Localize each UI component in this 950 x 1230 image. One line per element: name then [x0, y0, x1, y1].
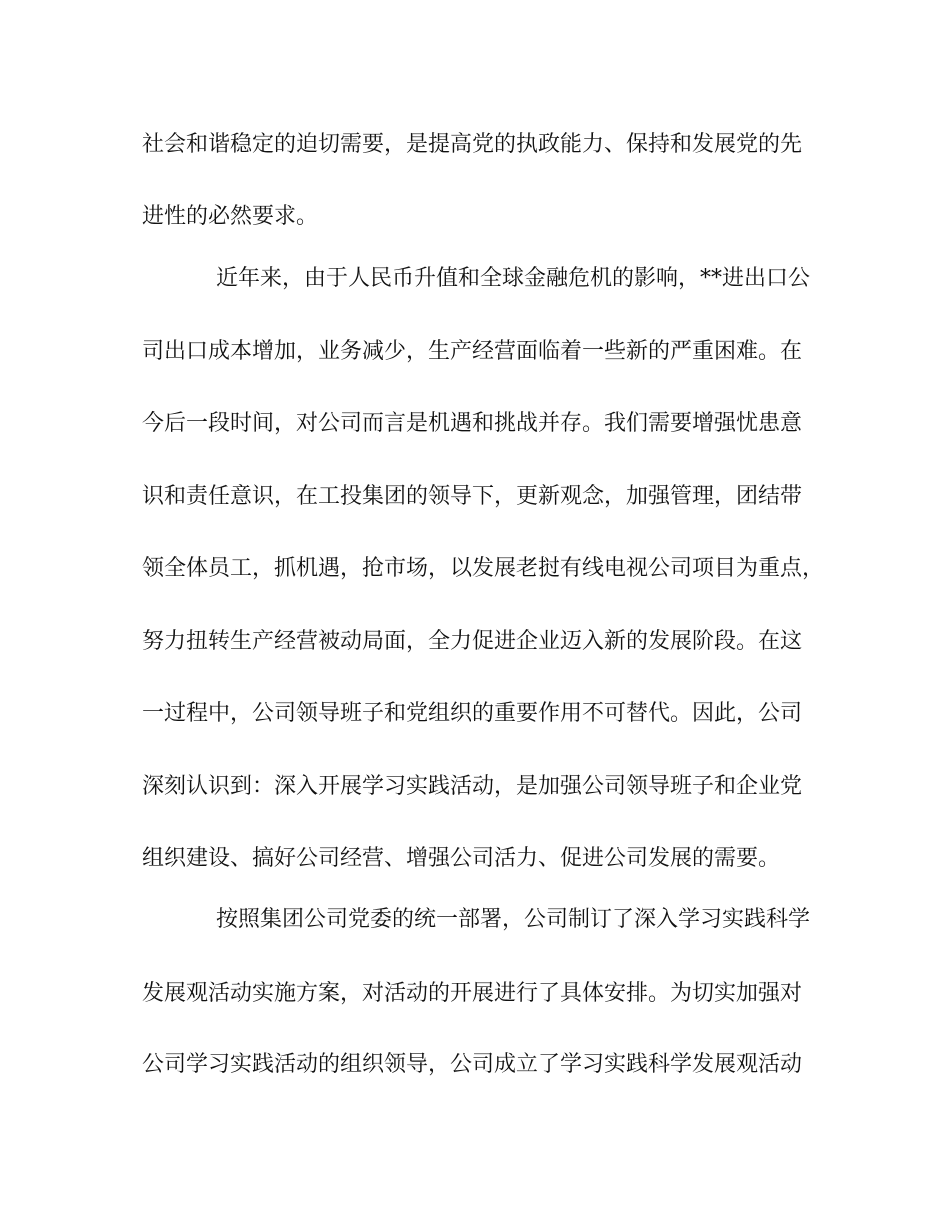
paragraph-start-line: 近年来，由于人民币升值和全球金融危机的影响，**进出口公	[216, 266, 811, 291]
text-line: 识和责任意识，在工投集团的领导下，更新观念，加强管理，团结带	[142, 484, 803, 509]
text-line: 司出口成本增加，业务减少，生产经营面临着一些新的严重困难。在	[142, 339, 803, 364]
text-line: 领全体员工，抓机遇，抢市场，以发展老挝有线电视公司项目为重点，	[142, 556, 825, 581]
text-line: 今后一段时间，对公司而言是机遇和挑战并存。我们需要增强忧患意	[142, 411, 803, 436]
text-line: 进性的必然要求。	[142, 204, 319, 229]
text-line: 公司学习实践活动的组织领导，公司成立了学习实践科学发展观活动	[142, 1052, 803, 1077]
text-line: 一过程中，公司领导班子和党组织的重要作用不可替代。因此，公司	[142, 701, 803, 726]
text-line: 深刻认识到：深入开展学习实践活动，是加强公司领导班子和企业党	[142, 774, 803, 799]
text-line: 发展观活动实施方案，对活动的开展进行了具体安排。为切实加强对	[142, 981, 803, 1006]
text-line: 努力扭转生产经营被动局面，全力促进企业迈入新的发展阶段。在这	[142, 629, 803, 654]
text-line: 组织建设、搞好公司经营、增强公司活力、促进公司发展的需要。	[142, 846, 781, 871]
paragraph-start-line: 按照集团公司党委的统一部署，公司制订了深入学习实践科学	[216, 907, 811, 932]
text-line: 社会和谐稳定的迫切需要，是提高党的执政能力、保持和发展党的先	[142, 132, 803, 157]
